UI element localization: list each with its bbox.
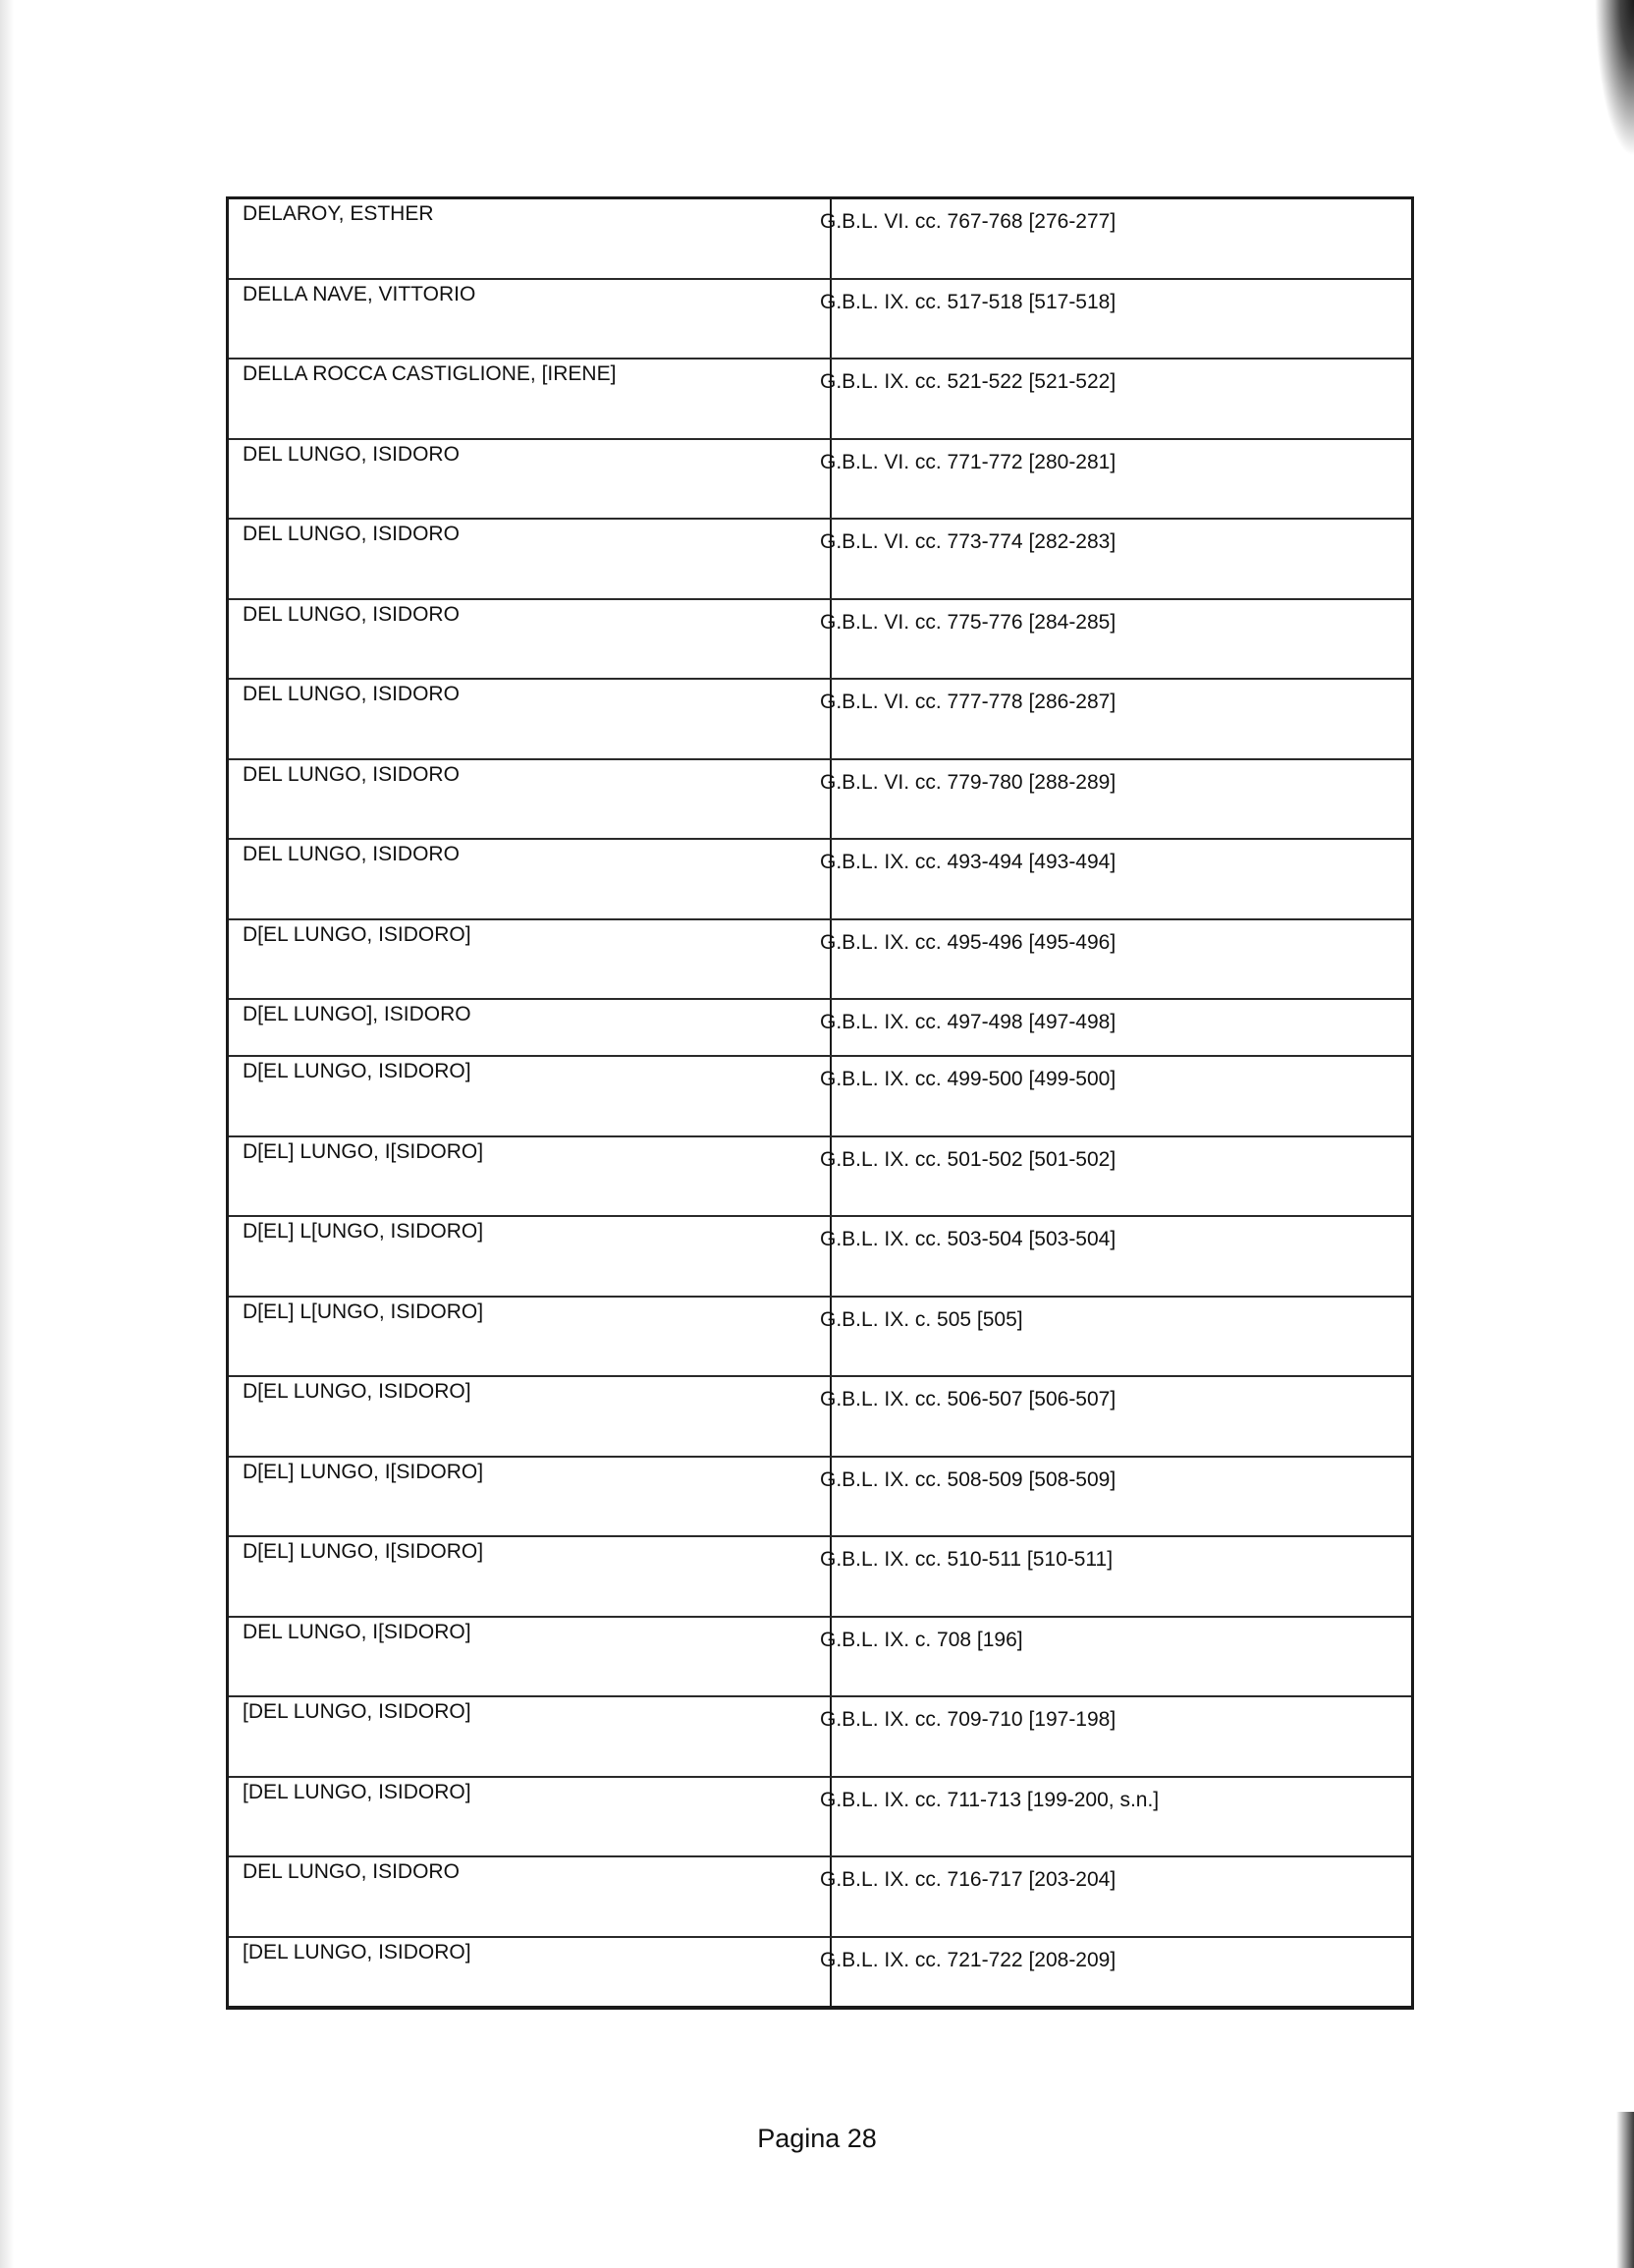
author-name-cell: DELLA ROCCA CASTIGLIONE, [IRENE]: [243, 362, 617, 385]
author-name-cell: D[EL] L[UNGO, ISIDORO]: [243, 1220, 484, 1243]
author-name-cell: DELAROY, ESTHER: [243, 202, 434, 225]
shelfmark-cell: G.B.L. IX. cc. 499-500 [499-500]: [820, 1068, 1117, 1090]
shelfmark-cell: G.B.L. IX. cc. 508-509 [508-509]: [820, 1467, 1117, 1491]
author-name-cell: D[EL LUNGO, ISIDORO]: [243, 1060, 471, 1082]
table-row: [229, 1458, 1411, 1538]
shelfmark-cell: G.B.L. IX. cc. 711-713 [199-200, s.n.]: [820, 1788, 1160, 1811]
author-name-cell: D[EL] L[UNGO, ISIDORO]: [243, 1300, 484, 1323]
shelfmark-cell: G.B.L. IX. cc. 503-504 [503-504]: [820, 1228, 1117, 1250]
table-row: [229, 280, 1411, 360]
shelfmark-cell: G.B.L. IX. cc. 716-717 [203-204]: [820, 1868, 1117, 1891]
author-name-cell: DELLA NAVE, VITTORIO: [243, 282, 476, 305]
table-row: [229, 1377, 1411, 1458]
catalog-table: [226, 196, 1414, 2010]
shelfmark-cell: G.B.L. IX. cc. 506-507 [506-507]: [820, 1388, 1117, 1411]
author-name-cell: DEL LUNGO, ISIDORO: [243, 683, 460, 705]
author-name-cell: DEL LUNGO, ISIDORO: [243, 1860, 460, 1883]
shelfmark-cell: G.B.L. IX. cc. 517-518 [517-518]: [820, 290, 1117, 313]
scan-edge-shadow-right: [1595, 0, 1634, 157]
table-row: [229, 360, 1411, 440]
shelfmark-cell: G.B.L. VI. cc. 779-780 [288-289]: [820, 770, 1117, 794]
table-row: [229, 520, 1411, 600]
author-name-cell: DEL LUNGO, ISIDORO: [243, 843, 460, 865]
shelfmark-cell: G.B.L. IX. cc. 721-722 [208-209]: [820, 1948, 1117, 1971]
page-number: Pagina 28: [757, 2124, 877, 2153]
author-name-cell: [DEL LUNGO, ISIDORO]: [243, 1780, 471, 1803]
author-name-cell: DEL LUNGO, I[SIDORO]: [243, 1620, 471, 1643]
shelfmark-cell: G.B.L. IX. cc. 493-494 [493-494]: [820, 851, 1117, 873]
shelfmark-cell: G.B.L. VI. cc. 773-774 [282-283]: [820, 530, 1117, 553]
table-row: [229, 1217, 1411, 1298]
table-row: [229, 680, 1411, 760]
table-row: [229, 1298, 1411, 1378]
table-row: [229, 1057, 1411, 1137]
shelfmark-cell: G.B.L. VI. cc. 777-778 [286-287]: [820, 691, 1117, 713]
author-name-cell: DEL LUNGO, ISIDORO: [243, 523, 460, 545]
shelfmark-cell: G.B.L. IX. c. 708 [196]: [820, 1628, 1023, 1651]
table-row: [229, 1537, 1411, 1618]
author-name-cell: D[EL LUNGO, ISIDORO]: [243, 922, 471, 946]
author-name-cell: D[EL] LUNGO, I[SIDORO]: [243, 1460, 484, 1483]
table-row: [229, 440, 1411, 521]
shelfmark-cell: G.B.L. IX. cc. 497-498 [497-498]: [820, 1011, 1117, 1033]
shelfmark-cell: G.B.L. VI. cc. 771-772 [280-281]: [820, 450, 1117, 473]
table-row: [229, 1857, 1411, 1938]
table-row: [229, 1137, 1411, 1218]
table-row: [229, 1697, 1411, 1778]
shelfmark-cell: G.B.L. IX. c. 505 [505]: [820, 1307, 1023, 1331]
shelfmark-cell: G.B.L. IX. cc. 501-502 [501-502]: [820, 1147, 1117, 1171]
shelfmark-cell: G.B.L. IX. cc. 709-710 [197-198]: [820, 1708, 1117, 1731]
author-name-cell: DEL LUNGO, ISIDORO: [243, 762, 460, 786]
table-row: [229, 1618, 1411, 1698]
author-name-cell: D[EL LUNGO], ISIDORO: [243, 1003, 471, 1025]
table-row: [229, 1938, 1411, 2019]
table-row: [229, 840, 1411, 920]
author-name-cell: D[EL] LUNGO, I[SIDORO]: [243, 1139, 484, 1163]
shelfmark-cell: G.B.L. IX. cc. 495-496 [495-496]: [820, 930, 1117, 954]
author-name-cell: D[EL LUNGO, ISIDORO]: [243, 1380, 471, 1403]
author-name-cell: [DEL LUNGO, ISIDORO]: [243, 1940, 471, 1964]
table-row: [229, 1000, 1411, 1057]
author-name-cell: D[EL] LUNGO, I[SIDORO]: [243, 1540, 484, 1563]
author-name-cell: DEL LUNGO, ISIDORO: [243, 442, 460, 466]
table-row: [229, 199, 1411, 280]
table-row: [229, 920, 1411, 1001]
shelfmark-cell: G.B.L. VI. cc. 767-768 [276-277]: [820, 210, 1117, 233]
scan-edge-shadow-left: [0, 0, 14, 2268]
author-name-cell: [DEL LUNGO, ISIDORO]: [243, 1700, 471, 1723]
shelfmark-cell: G.B.L. VI. cc. 775-776 [284-285]: [820, 610, 1117, 634]
table-row: [229, 600, 1411, 681]
shelfmark-cell: G.B.L. IX. cc. 521-522 [521-522]: [820, 370, 1117, 393]
author-name-cell: DEL LUNGO, ISIDORO: [243, 602, 460, 626]
table-row: [229, 760, 1411, 841]
table-row: [229, 1778, 1411, 1858]
shelfmark-cell: G.B.L. IX. cc. 510-511 [510-511]: [820, 1548, 1114, 1571]
